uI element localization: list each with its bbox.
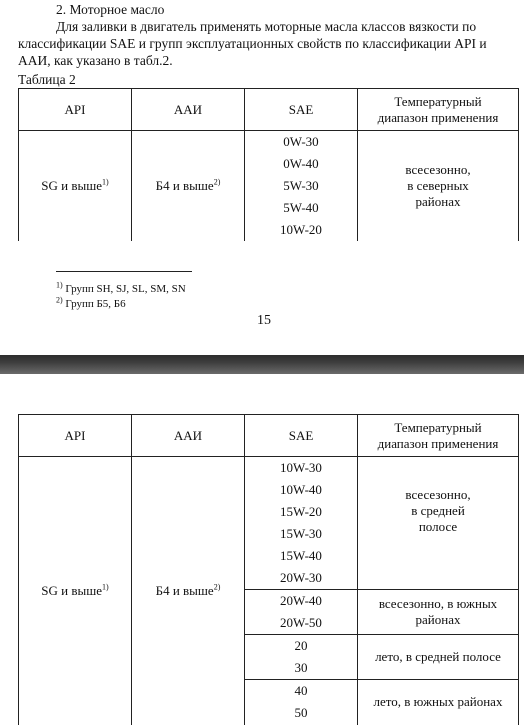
sae-value: 15W-30 xyxy=(280,526,322,541)
temp-line2: в северных xyxy=(407,178,469,193)
sae-value: 0W-40 xyxy=(283,156,319,171)
page-number: 15 xyxy=(257,313,271,328)
header-api: API xyxy=(19,415,132,457)
footnote-rule xyxy=(56,271,192,272)
footnote-2-text: Групп Б5, Б6 xyxy=(65,298,126,310)
temp-group-4: лето, в южных районах xyxy=(358,680,519,725)
aai-cell xyxy=(132,457,245,725)
oil-table-page2 xyxy=(18,414,519,725)
footnote-2-mark: 2) xyxy=(56,295,63,305)
temp-line3: районах xyxy=(415,194,461,209)
sae-value: 30 xyxy=(294,660,308,675)
sae-value: 5W-40 xyxy=(283,200,319,215)
header-aai: ААИ xyxy=(132,415,245,457)
temp-group-1 xyxy=(358,457,519,590)
temp-group-3: лето, в средней полосе xyxy=(358,635,519,680)
sae-group-1 xyxy=(245,457,358,590)
paragraph-line-2: классификации SAE и групп эксплуатационных свойств по классификации API и xyxy=(18,36,487,51)
sae-value: 10W-40 xyxy=(280,482,322,497)
sae-value: 0W-30 xyxy=(283,134,319,149)
footnote-1-text: Групп SH, SJ, SL, SM, SN xyxy=(65,283,186,295)
api-footnote-mark: 1) xyxy=(102,177,109,187)
paragraph-line-3: ААИ, как указано в табл.2. xyxy=(18,53,173,68)
sae-value: 15W-40 xyxy=(280,548,322,563)
header-sae: SAE xyxy=(245,415,358,457)
aai-footnote-mark: 2) xyxy=(213,582,221,592)
temp-line1: всесезонно, xyxy=(405,487,471,502)
sae-group-4 xyxy=(245,680,358,725)
sae-value: 20 xyxy=(294,638,308,653)
header-temp-range xyxy=(358,415,519,457)
sae-value: 50 xyxy=(294,705,308,721)
api-cell xyxy=(19,457,132,725)
api-value: SG и выше xyxy=(41,582,103,598)
api-footnote-mark: 1) xyxy=(102,582,109,592)
temp-line2: районах xyxy=(415,612,461,627)
temp-line1: всесезонно, xyxy=(405,162,471,177)
footnote-2 xyxy=(56,295,126,311)
header-sae: SAE xyxy=(245,89,358,131)
paragraph-line-1: Для заливки в двигатель применять моторные масла классов вязкости по xyxy=(56,19,477,34)
header-temp-line2: диапазон применения xyxy=(377,109,499,125)
aai-footnote-mark: 2) xyxy=(213,177,221,187)
temp-line3: полосе xyxy=(418,519,458,534)
sae-value: 10W-30 xyxy=(280,460,322,475)
temp-line2: в средней xyxy=(411,503,465,518)
header-api: API xyxy=(19,89,132,131)
header-temp-line1: Температурный xyxy=(394,419,482,435)
header-temp-line1: Температурный xyxy=(394,93,482,109)
aai-cell xyxy=(132,131,245,242)
api-value: SG и выше xyxy=(41,178,103,193)
page-separator xyxy=(0,355,524,374)
sae-value: 20W-40 xyxy=(280,593,322,608)
sae-value: 5W-30 xyxy=(283,178,319,193)
sae-value: 20W-30 xyxy=(280,570,322,585)
temp-cell xyxy=(358,131,519,242)
sae-value: 40 xyxy=(294,683,308,699)
aai-value: Б4 и выше xyxy=(155,582,214,598)
header-temp-line2: диапазон применения xyxy=(377,435,499,451)
sae-value: 10W-20 xyxy=(280,222,322,237)
oil-table-page1 xyxy=(18,88,519,241)
header-temp-range xyxy=(358,89,519,131)
footnote-1 xyxy=(56,280,186,296)
sae-group-3 xyxy=(245,635,358,680)
sae-value: 20W-50 xyxy=(280,615,322,630)
temp-group-2 xyxy=(358,590,519,635)
header-aai: ААИ xyxy=(132,89,245,131)
aai-value: Б4 и выше xyxy=(155,178,214,193)
temp-line1: всесезонно, в южных xyxy=(378,596,498,611)
sae-group-2 xyxy=(245,590,358,635)
footnote-1-mark: 1) xyxy=(56,280,63,290)
api-cell xyxy=(19,131,132,242)
section-heading: 2. Моторное масло xyxy=(56,2,165,17)
sae-value: 15W-20 xyxy=(280,504,322,519)
sae-cell xyxy=(245,131,358,242)
table-caption: Таблица 2 xyxy=(18,72,76,87)
